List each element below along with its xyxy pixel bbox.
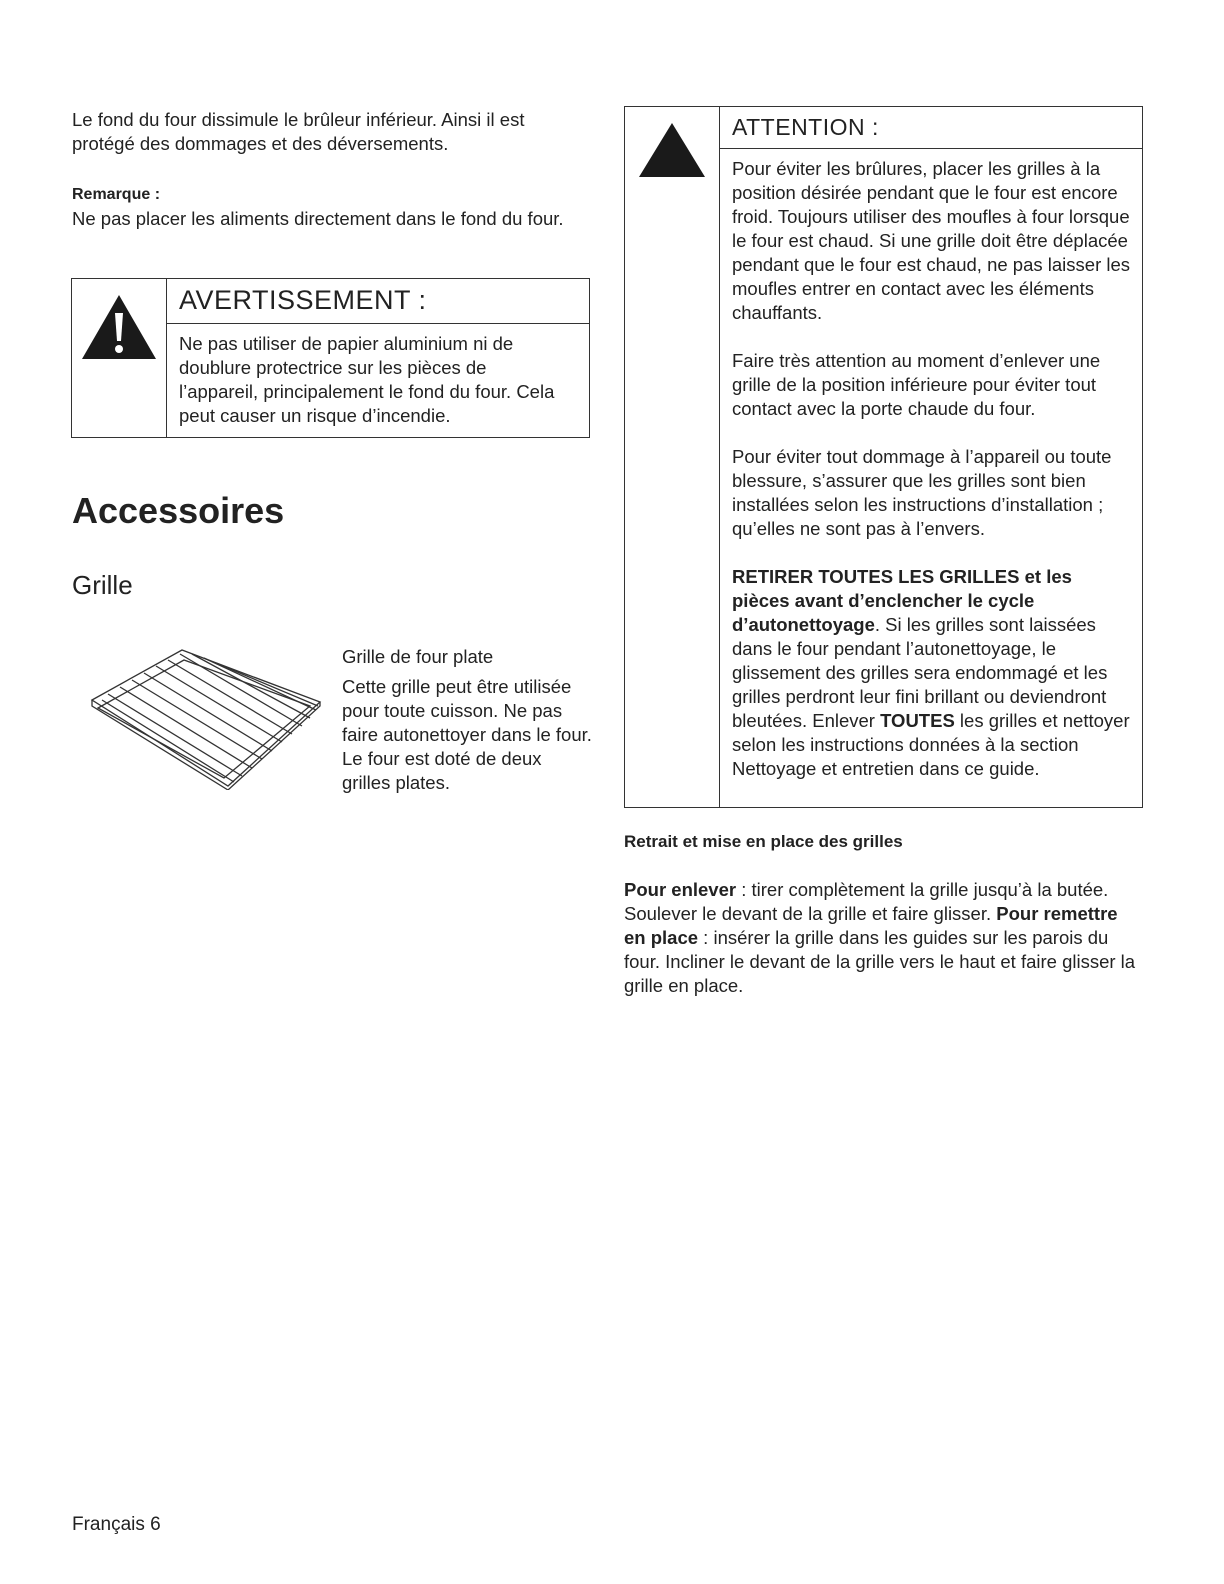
warning-box: [71, 278, 590, 438]
attention-text-1: . Si les grilles sont laissées dans le four pendant l’autonettoyage, le glissement des grilles sera endommagé et les grilles perdront leur fini brillant ou deviendront bleutées. Enlever: [732, 614, 1108, 731]
attention-paragraph-2: Faire très attention au moment d’enlever une grille de la position inférieure pour éviter tout contact avec la porte chaude du four.: [732, 350, 1101, 419]
warning-text: Ne pas utiliser de papier aluminium ni de doublure protectrice sur les pièces de l’appareil, principalement le fond du four. Cela peut causer un risque d’incendie.: [179, 333, 555, 426]
attention-paragraph-1: Pour éviter les brûlures, placer les grilles à la position désirée pendant que le four est encore froid. Toujours utiliser des moufles à four lorsque le four est chaud. Si une grille doit être déplacée pendant que le four est chaud, ne pas laisser les moufles entrer en contact avec les éléments chauffants.: [732, 158, 1131, 323]
subsection-title: Grille: [72, 570, 133, 600]
rack-description: Cette grille peut être utilisée pour toute cuisson. Ne pas faire autonettoyer dans le four. Le four est doté de deux grilles plates.: [342, 676, 592, 793]
oven-rack-illustration: [88, 648, 324, 795]
retrait-bold-2: Pour remettre en place: [624, 903, 1118, 948]
attention-paragraph-4: [732, 565, 1130, 781]
attention-title: ATTENTION :: [720, 107, 1142, 149]
retrait-text-2: : insérer la grille dans les guides sur les parois du four. Incliner le devant de la grille vers le haut et faire glisser la grille en place.: [624, 927, 1136, 996]
attention-text-2: les grilles et nettoyer selon les instructions données à la section Nettoyage et entretien dans ce guide.: [732, 710, 1130, 779]
warning-icon-cell: [72, 279, 167, 437]
remark-title: Remarque :: [72, 186, 161, 203]
rack-title: Grille de four plate: [342, 646, 494, 667]
retrait-text-1: : tirer complètement la grille jusqu’à la butée. Soulever le devant de la grille et faire glisser.: [624, 879, 1109, 924]
attention-bold-toutes: TOUTES: [880, 710, 955, 731]
retrait-paragraph: [624, 878, 1144, 998]
warning-triangle-icon: [80, 293, 158, 361]
attention-bold-lead: RETIRER TOUTES LES GRILLES et les pièces avant d’enclencher le cycle d’autonettoyage: [732, 566, 1072, 635]
retrait-bold-1: Pour enlever: [624, 879, 737, 900]
warning-title: AVERTISSEMENT :: [167, 279, 589, 324]
intro-paragraph: Le fond du four dissimule le brûleur inférieur. Ainsi il est protégé des dommages et des déversements.: [72, 109, 525, 154]
attention-icon-cell: [625, 107, 720, 807]
page-footer: Français 6: [72, 1514, 161, 1535]
attention-paragraph-3: Pour éviter tout dommage à l’appareil ou toute blessure, s’assurer que les grilles sont bien installées selon les instructions d’installation ; qu’elles ne sont pas à l’envers.: [732, 446, 1112, 539]
remark-text: Ne pas placer les aliments directement dans le fond du four.: [72, 208, 564, 229]
caution-triangle-icon: [637, 121, 707, 179]
attention-box: [624, 106, 1143, 808]
retrait-title: Retrait et mise en place des grilles: [624, 832, 903, 851]
section-title: Accessoires: [72, 490, 285, 531]
